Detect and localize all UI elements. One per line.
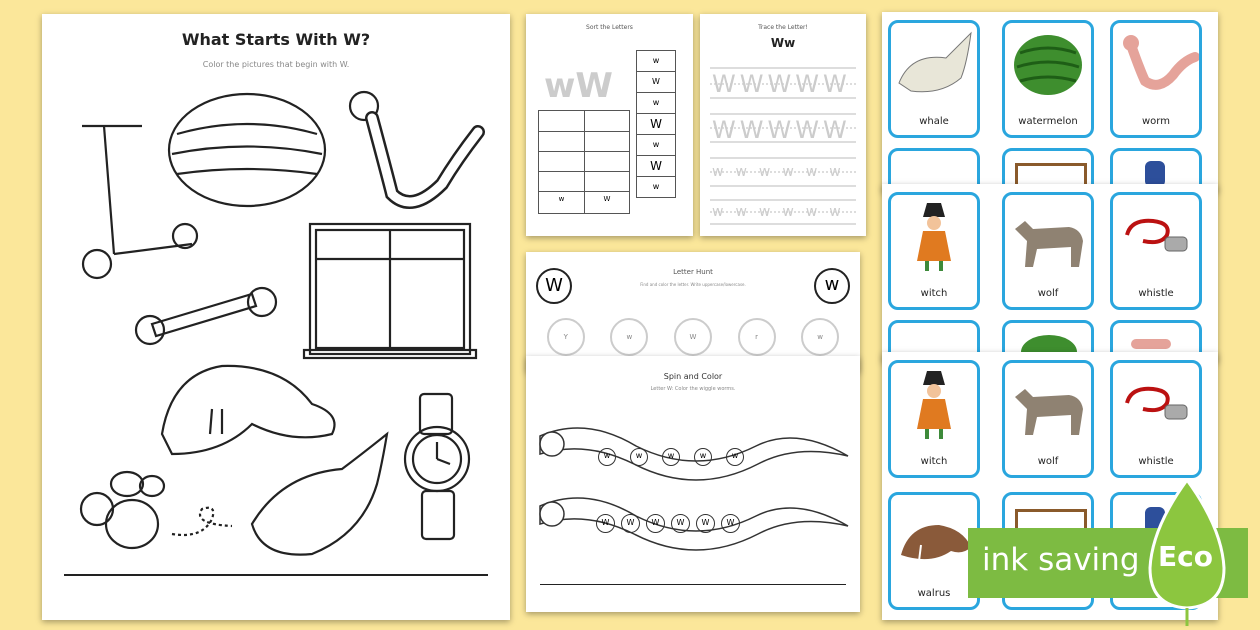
sort-bottom-left: w xyxy=(558,195,565,203)
ink-saving-text: ink saving xyxy=(982,542,1140,578)
witch-icon xyxy=(891,195,977,275)
card-label: watermelon xyxy=(1018,116,1078,127)
worksheet-illustrations xyxy=(42,14,510,620)
watch-drawing xyxy=(405,394,469,539)
main-worksheet-subtitle: Color the pictures that begin with W. xyxy=(202,60,350,69)
card-witch xyxy=(888,192,980,310)
sort-cell: W xyxy=(636,114,676,135)
hunt-big-upper: W xyxy=(536,268,572,304)
sort-cell: w xyxy=(636,177,676,198)
card-wolf xyxy=(1002,360,1094,478)
main-worksheet-footer-line xyxy=(64,574,488,576)
hunt-title: Letter Hunt xyxy=(673,268,713,276)
spin-subtitle: Letter W: Color the wiggle worms. xyxy=(650,386,736,392)
sort-big-w-lower: w xyxy=(544,66,576,106)
main-worksheet-title: What Starts With W? xyxy=(181,30,371,49)
worm-letter: w xyxy=(630,448,648,466)
worm-letter: W xyxy=(621,514,640,533)
card-walrus xyxy=(888,492,980,610)
walrus-drawing xyxy=(162,366,335,454)
hunt-circle: w xyxy=(610,318,648,356)
worm-letter: W xyxy=(696,514,715,533)
worm-drawing xyxy=(350,92,478,202)
sort-cell: W xyxy=(636,156,676,177)
worm-icon xyxy=(1113,23,1199,103)
whale-icon xyxy=(891,23,977,103)
card-worm xyxy=(1110,20,1202,138)
worm-letter: W xyxy=(646,514,665,533)
letter-hunt-worksheet xyxy=(526,252,860,372)
trace-row: wwwwww xyxy=(712,204,853,220)
wolf-icon xyxy=(1005,195,1091,275)
card-wolf xyxy=(1002,192,1094,310)
worm2-letters xyxy=(596,514,740,533)
card-page-2 xyxy=(882,184,1218,362)
trace-row: WWWWW xyxy=(712,116,851,144)
hunt-circle: Y xyxy=(547,318,585,356)
watermelon-icon xyxy=(1005,23,1091,103)
spin-title: Spin and Color xyxy=(663,372,723,381)
hunt-big-lower: w xyxy=(814,268,850,304)
hunt-circles xyxy=(534,318,852,356)
spin-worms xyxy=(526,356,860,612)
card-label: whistle xyxy=(1138,456,1174,467)
card-page-1 xyxy=(882,12,1218,192)
sort-grid xyxy=(538,110,630,214)
card-whale xyxy=(888,20,980,138)
worm1-letters xyxy=(598,448,744,466)
sort-big-letters xyxy=(544,66,613,106)
card-label: walrus xyxy=(917,588,951,599)
worm-letter: W xyxy=(721,514,740,533)
whale-drawing xyxy=(252,434,387,555)
eco-leaf-text: Eco xyxy=(1158,540,1213,573)
card-witch xyxy=(888,360,980,478)
whistle-icon xyxy=(1113,195,1199,275)
sort-cell: w xyxy=(636,50,676,72)
worm-letter: W xyxy=(596,514,615,533)
sort-big-w-upper: W xyxy=(575,66,613,106)
trace-title: Trace the Letter! xyxy=(758,24,808,31)
card-label: worm xyxy=(1142,116,1170,127)
worm-letter: w xyxy=(662,448,680,466)
witch-icon xyxy=(891,363,977,443)
worm-letter: w xyxy=(598,448,616,466)
card-label: wolf xyxy=(1037,456,1059,467)
window-drawing xyxy=(304,224,476,358)
card-label: whale xyxy=(919,116,949,127)
sort-column xyxy=(636,50,676,198)
trace-row: wwwwww xyxy=(712,164,853,180)
worm-letter: w xyxy=(726,448,744,466)
hunt-circle: W xyxy=(674,318,712,356)
scooter-drawing xyxy=(82,126,197,278)
sort-cell: w xyxy=(636,135,676,156)
spin-color-worksheet xyxy=(526,356,860,612)
card-label: witch xyxy=(920,456,948,467)
worm-letter: w xyxy=(694,448,712,466)
sort-bottom-right: W xyxy=(603,195,611,203)
watermelon-drawing xyxy=(169,94,325,206)
sort-cell: W xyxy=(636,72,676,93)
sort-letters-worksheet xyxy=(526,14,693,236)
sort-title: Sort the Letters xyxy=(586,24,633,31)
main-worksheet xyxy=(42,14,510,620)
sort-cell: w xyxy=(636,93,676,114)
wrench-drawing xyxy=(136,288,276,344)
trace-letter-worksheet xyxy=(700,14,866,236)
card-watermelon xyxy=(1002,20,1094,138)
card-label: wolf xyxy=(1037,288,1059,299)
hunt-circle: r xyxy=(738,318,776,356)
card-whistle xyxy=(1110,360,1202,478)
trace-letters: Ww xyxy=(770,36,796,50)
whistle-icon xyxy=(1113,363,1199,443)
walrus-icon xyxy=(891,495,977,575)
spin-footer-line xyxy=(540,584,846,585)
card-whistle xyxy=(1110,192,1202,310)
bee-drawing xyxy=(81,472,232,548)
card-label: whistle xyxy=(1138,288,1174,299)
wolf-icon xyxy=(1005,363,1091,443)
hunt-subtitle: Find and color the letter. Write uppercase/lowercase. xyxy=(640,282,746,287)
card-label: witch xyxy=(920,288,948,299)
worm-letter: W xyxy=(671,514,690,533)
trace-row: WWWWW xyxy=(712,70,851,98)
hunt-circle: w xyxy=(801,318,839,356)
